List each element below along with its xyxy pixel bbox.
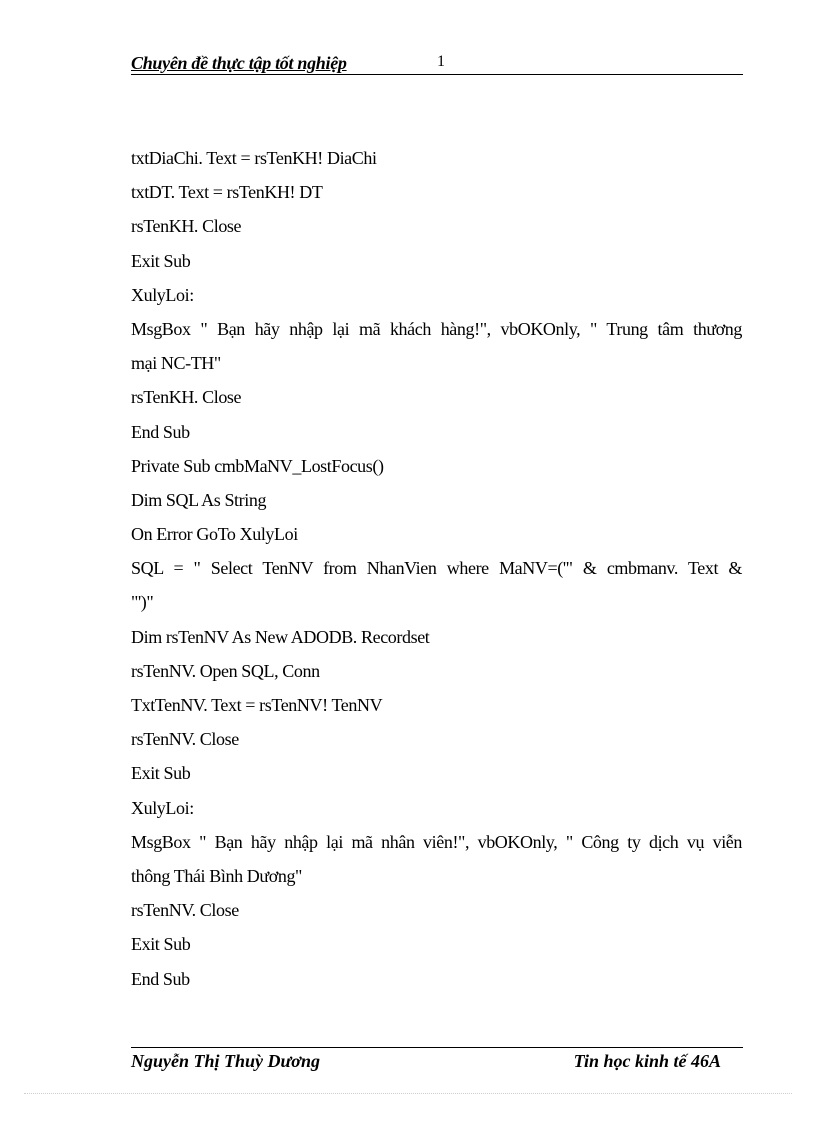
code-line: MsgBox " Bạn hãy nhập lại mã nhân viên!", vbOKOnly, " Công ty dịch vụ viễn (131, 831, 742, 852)
page-number: 1 (437, 53, 445, 70)
code-line: End Sub (131, 421, 190, 442)
page-footer (131, 1047, 743, 1074)
code-line: txtDiaChi. Text = rsTenKH! DiaChi (131, 148, 377, 168)
code-line: rsTenKH. Close (131, 387, 242, 408)
code-line: rsTenNV. Close (131, 900, 239, 921)
code-line: txtDT. Text = rsTenKH! DT (131, 182, 323, 203)
code-line: Dim SQL As String (131, 489, 267, 510)
code-line: SQL = " Select TenNV from NhanVien where MaNV=('" & cmbmanv. Text & (131, 558, 742, 579)
page-header (131, 52, 743, 75)
code-line: XulyLoi: (131, 797, 194, 818)
footer-class: Tin học kinh tế 46A (573, 1051, 721, 1071)
code-line: "')" (131, 592, 154, 613)
code-listing (131, 141, 742, 996)
code-line: TxtTenNV. Text = rsTenNV! TenNV (131, 695, 383, 715)
footer-author: Nguyễn Thị Thuỳ Dương (131, 1051, 320, 1071)
code-line: On Error GoTo XulyLoi (131, 524, 298, 545)
code-line: Exit Sub (131, 763, 191, 784)
code-line: Exit Sub (131, 934, 191, 955)
code-line: MsgBox " Bạn hãy nhập lại mã khách hàng!", vbOKOnly, " Trung tâm thương (131, 318, 742, 339)
code-line: Private Sub cmbMaNV_LostFocus() (131, 455, 384, 476)
code-line: thông Thái Bình Dương" (131, 865, 302, 886)
code-line: XulyLoi: (131, 284, 194, 305)
code-line: rsTenNV. Open SQL, Conn (131, 660, 320, 681)
page-edge-divider (24, 1093, 792, 1094)
code-line: Exit Sub (131, 250, 191, 271)
code-line: mại NC-TH" (131, 353, 221, 374)
code-line: rsTenKH. Close (131, 216, 242, 237)
code-line: rsTenNV. Close (131, 729, 239, 750)
header-title: Chuyên đề thực tập tốt nghiệp (131, 53, 347, 73)
code-line: Dim rsTenNV As New ADODB. Recordset (131, 626, 430, 647)
code-line: End Sub (131, 968, 190, 989)
